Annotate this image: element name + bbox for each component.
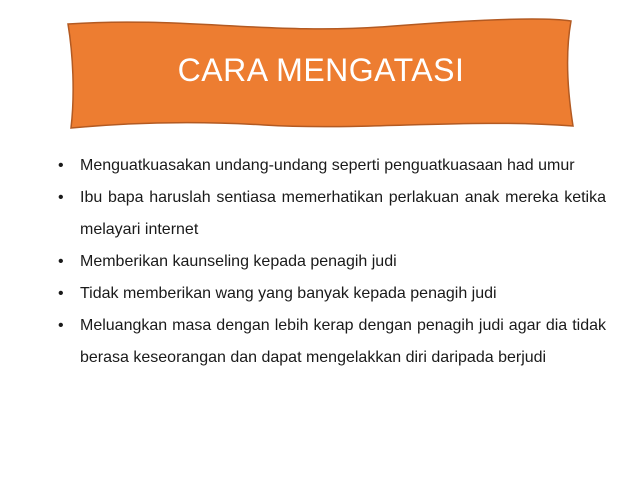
list-item bbox=[58, 246, 606, 278]
list-item bbox=[58, 310, 606, 374]
bullet-marker: • bbox=[58, 253, 64, 270]
bullet-marker: • bbox=[58, 157, 64, 174]
list-item bbox=[58, 150, 606, 182]
bullet-text: Ibu bapa haruslah sentiasa memerhatikan perlakuan anak mereka ketika melayari internet bbox=[80, 189, 606, 238]
bullet-marker: • bbox=[58, 317, 64, 334]
bullet-text: Memberikan kaunseling kepada penagih judi bbox=[80, 253, 397, 270]
bullet-text: Tidak memberikan wang yang banyak kepada penagih judi bbox=[80, 285, 497, 302]
bullet-marker: • bbox=[58, 189, 64, 206]
bullet-list bbox=[58, 150, 606, 374]
bullet-text: Meluangkan masa dengan lebih kerap dengan penagih judi agar dia tidak berasa keseorangan dan dapat mengelakkan diri daripada berjudi bbox=[80, 317, 606, 366]
title-banner bbox=[64, 14, 578, 132]
list-item bbox=[58, 182, 606, 246]
slide-title: CARA MENGATASI bbox=[177, 52, 465, 88]
bullet-marker: • bbox=[58, 285, 64, 302]
bullet-text: Menguatkuasakan undang-undang seperti penguatkuasaan had umur bbox=[80, 157, 575, 174]
list-item bbox=[58, 278, 606, 310]
